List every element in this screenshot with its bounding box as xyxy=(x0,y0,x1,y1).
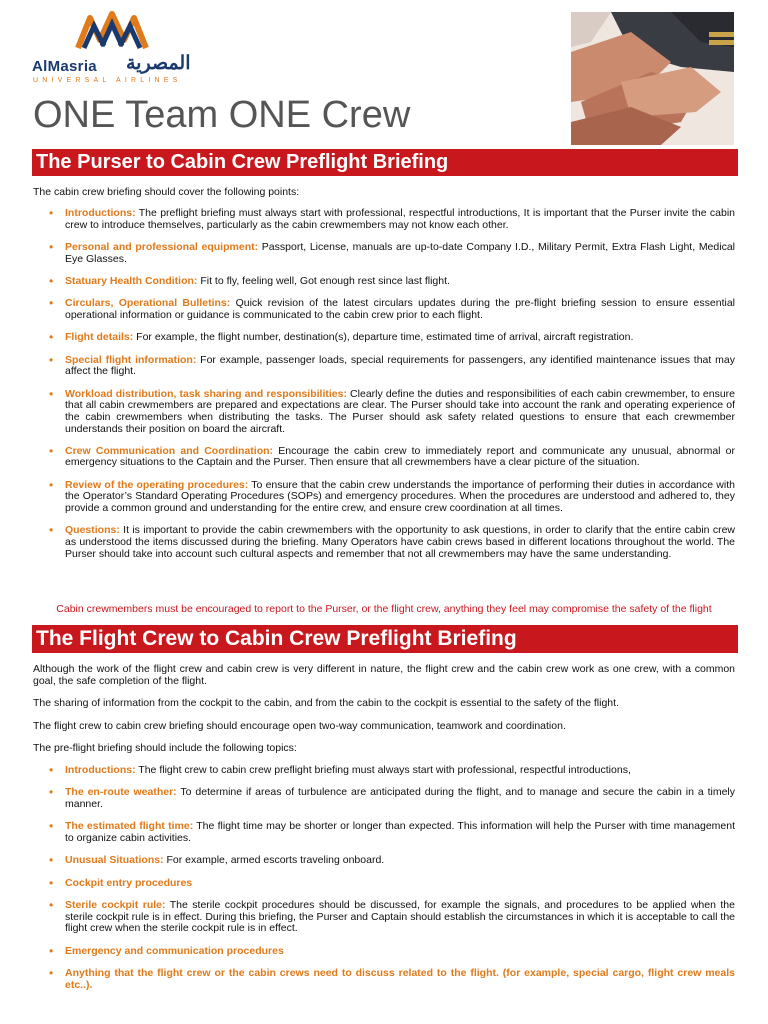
list-item xyxy=(33,821,735,844)
section2-paragraph-2: The sharing of information from the cockpit to the cabin, and from the cabin to the cockpit is essential to the safety of the flight. xyxy=(33,697,619,709)
list-item-text: The preflight briefing must always start with professional, respectful introductions, It is important that the Purser invite the cabin crew to introduce themselves, particularly as the cabin crewmembers may not know each other. xyxy=(65,207,735,231)
section2-paragraph-3: The flight crew to cabin crew briefing should encourage open two-way communication, teamwork and coordination. xyxy=(33,720,566,732)
list-item-label: Flight details: xyxy=(65,331,134,344)
bullet-icon: • xyxy=(49,239,54,254)
list-item xyxy=(33,943,735,958)
list-item-text: Clearly define the duties and responsibilities of each cabin crewmember, to ensure that all cabin crewmembers are prepared and expectations are clear. The Purser should take into account the rank and operating experience of the cabin crewmembers when distributing the tasks. The Purser should ask safety related questions to ensure that each crewmember understands their position on board the aircraft. xyxy=(65,387,735,435)
list-item xyxy=(33,273,735,288)
list-item xyxy=(33,298,735,321)
list-item-label: Unusual Situations: xyxy=(65,854,164,867)
bullet-icon: • xyxy=(49,966,54,981)
bullet-icon: • xyxy=(49,352,54,367)
list-item xyxy=(33,855,735,867)
bullet-icon: • xyxy=(49,853,54,868)
list-item-text: For example, armed escorts traveling onboard. xyxy=(163,854,385,867)
list-item-label: Special flight information: xyxy=(65,353,197,366)
bullet-icon: • xyxy=(49,386,54,401)
bullet-icon: • xyxy=(49,523,54,538)
bullet-icon: • xyxy=(49,898,54,913)
brand-name-ar: المصرية xyxy=(126,53,191,74)
list-item xyxy=(33,352,735,378)
list-item xyxy=(33,443,736,469)
list-item-label: Review of the operating procedures: xyxy=(65,478,249,491)
list-item-text: To determine if areas of turbulence are anticipated during the flight, and to manage and secure the cabin in a timely manner. xyxy=(65,786,736,810)
list-item-text: To ensure that the cabin crew understands the importance of performing their duties in accordance with the Operator’s Standard Operating Procedures (SOPs) and emergency procedures. When the procedures are understood and adhered to, they provide a common ground and understanding for the entire crew, and ensure crew coordination at all times. xyxy=(65,478,735,515)
section1-intro: The cabin crew briefing should cover the following points: xyxy=(33,186,300,198)
purser-briefing-list xyxy=(33,208,735,571)
list-item-text: Fit to fly, feeling well, Got enough rest since last flight. xyxy=(197,274,450,287)
bullet-icon: • xyxy=(49,785,54,800)
list-item-label: The estimated flight time: xyxy=(65,820,194,833)
section2-paragraph-4: The pre-flight briefing should include the following topics: xyxy=(33,742,297,754)
bullet-icon: • xyxy=(49,443,54,458)
list-item-label: Personal and professional equipment: xyxy=(65,240,259,253)
list-item-label: Statuary Health Condition: xyxy=(65,274,198,287)
brand-name-en: AlMasria xyxy=(32,58,97,75)
safety-warning: Cabin crewmembers must be encouraged to report to the Purser, or the flight crew, anything they feel may compromise the safety of the flight xyxy=(56,603,712,615)
list-item xyxy=(33,477,735,515)
stacked-hands-image xyxy=(571,12,734,145)
list-item-label: Workload distribution, task sharing and responsibilities: xyxy=(65,387,347,400)
list-item-text: For example, passenger loads, special requirements for passengers, any identified maintenance issues that may affect the flight. xyxy=(65,353,735,378)
list-item xyxy=(33,332,735,344)
brand-logo xyxy=(30,8,200,83)
list-item xyxy=(33,239,735,265)
bullet-icon: • xyxy=(49,943,54,958)
list-item-text: The sterile cockpit procedures should be discussed, for example the signals, and procedures to be applied when the sterile cockpit rule is in effect. During this briefing, the Purser and Captain should establish the circumstances in which it is acceptable to call the flight crew when the sterile cockpit rule is in effect. xyxy=(65,899,735,935)
bullet-icon: • xyxy=(49,763,54,777)
list-item xyxy=(33,386,735,435)
section-heading-flight-crew: The Flight Crew to Cabin Crew Preflight Briefing xyxy=(32,625,738,653)
list-item-text: Encourage the cabin crew to immediately report and communicate any unusual, abnormal or emergency situations to the Captain and the Purser. Then ensure that all crewmembers have a clear picture of the situation. xyxy=(65,444,736,469)
list-item-label: Anything that the flight crew or the cabin crews need to discuss related to the flight. (for example, special cargo, flight crew meals etc..). xyxy=(65,967,735,991)
list-item-label: Introductions: xyxy=(65,207,136,219)
list-item xyxy=(33,208,735,231)
list-item-text: The flight time may be shorter or longer than expected. This information will help the Purser with time management to organize cabin activities. xyxy=(65,820,735,844)
bullet-icon: • xyxy=(49,206,54,220)
list-item-text: For example, the flight number, destination(s), departure time, estimated time of arrival, aircraft registration. xyxy=(133,331,634,344)
list-item-text: It is important to provide the cabin crewmembers with the opportunity to ask questions, in order to clarify that the entire cabin crew as understood the items discussed during the briefing. Many Operators have cabin crews based in different locations throughout the world. The Purser should take into account such cultural aspects and remember that not all crewmembers may have the same understanding. xyxy=(65,524,735,560)
section-heading-purser: The Purser to Cabin Crew Preflight Briefing xyxy=(32,149,738,176)
page-title: ONE Team ONE Crew xyxy=(33,94,411,136)
list-item xyxy=(33,968,735,991)
list-item xyxy=(33,787,735,810)
list-item xyxy=(33,525,735,560)
list-item-label: Circulars, Operational Bulletins: xyxy=(65,297,231,310)
bullet-icon: • xyxy=(49,273,54,288)
logo-mark-icon xyxy=(74,8,150,52)
list-item-text: Passport, License, manuals are up-to-date Company I.D., Military Permit, Extra Flash Light, Medical Eye Glasses. xyxy=(65,240,735,265)
list-item-label: Introductions: xyxy=(65,764,136,776)
list-item-label: Cockpit entry procedures xyxy=(65,876,193,889)
list-item-label: Sterile cockpit rule: xyxy=(65,899,166,912)
bullet-icon: • xyxy=(49,477,54,492)
bullet-icon: • xyxy=(49,296,54,311)
list-item-text: Quick revision of the latest circulars updates during the pre-flight briefing session to ensure essential operational information or guidance is communicated to the cabin crew prior to each flight. xyxy=(65,297,735,321)
section2-paragraph-1: Although the work of the flight crew and cabin crew is very different in nature, the flight crew and the cabin crew work as one crew, with a common goal, the safe completion of the flight. xyxy=(33,663,735,687)
list-item-text: The flight crew to cabin crew preflight briefing must always start with professional, respectful introductions, xyxy=(135,764,631,776)
list-item-label: Emergency and communication procedures xyxy=(65,944,284,957)
list-item-label: Questions: xyxy=(65,524,120,537)
list-item xyxy=(33,875,735,890)
brand-subtitle: UNIVERSAL AIRLINES xyxy=(33,77,182,84)
flight-crew-briefing-list xyxy=(33,765,735,1002)
list-item-label: Crew Communication and Coordination: xyxy=(65,444,274,457)
bullet-icon: • xyxy=(49,875,54,890)
bullet-icon: • xyxy=(49,819,54,834)
list-item xyxy=(33,765,735,777)
list-item xyxy=(33,900,735,935)
bullet-icon: • xyxy=(49,330,54,345)
list-item-label: The en-route weather: xyxy=(65,786,177,799)
hero-photo xyxy=(571,12,734,145)
